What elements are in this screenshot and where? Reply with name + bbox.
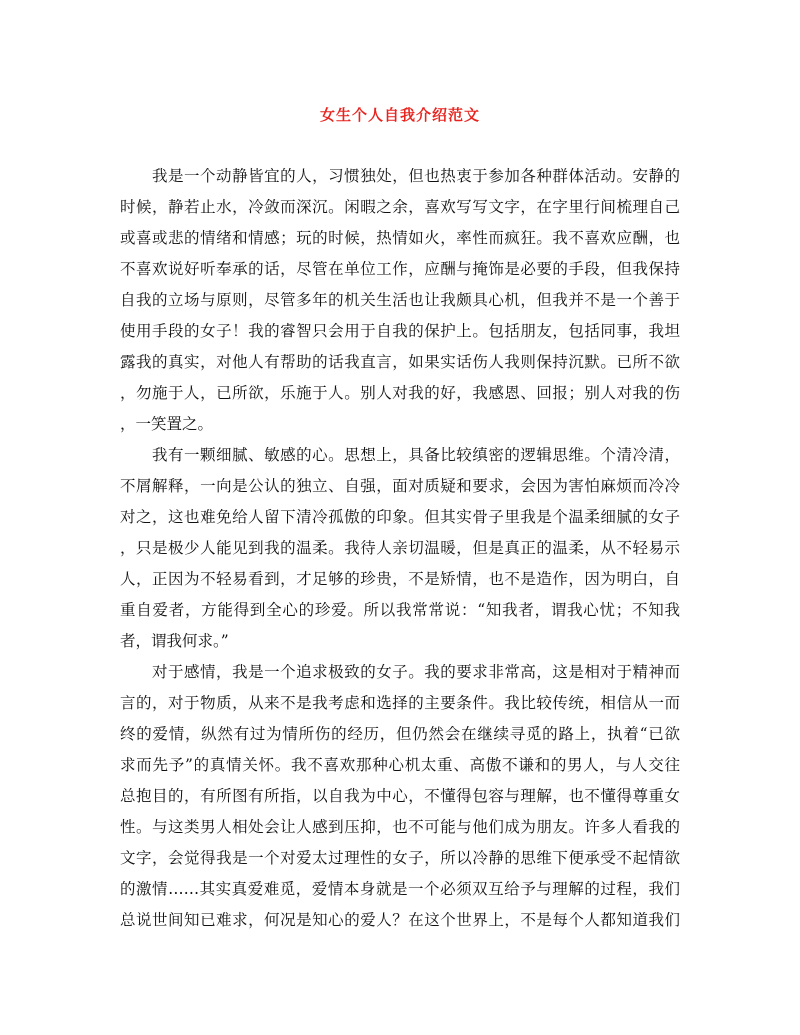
paragraph-2-line-6: 重自爱者，方能得到全心的珍爱。所以我常常说：“知我者，谓我心忧；不知我: [120, 601, 680, 619]
paragraph-1-line-8: ，勿施于人，已所欲，乐施于人。别人对我的好，我感恩、回报；别人对我的伤: [120, 384, 680, 402]
paragraph-1-line-7: 露我的真实，对他人有帮助的话我直言，如果实话伤人我则保持沉默。已所不欲: [120, 353, 680, 371]
paragraph-3-line-9: 总说世间知已难求，何况是知心的爱人？在这个世界上，不是每个人都知道我们: [120, 911, 680, 929]
paragraph-1-line-1: 我是一个动静皆宜的人，习惯独处，但也热衷于参加各种群体活动。安静的: [152, 167, 680, 185]
paragraph-3-line-7: 文字，会觉得我是一个对爱太过理性的女子，所以冷静的思维下便承受不起情欲: [120, 849, 680, 867]
paragraph-1-line-4: 不喜欢说好听奉承的话，尽管在单位工作，应酬与掩饰是必要的手段，但我保持: [120, 260, 680, 278]
paragraph-3-line-2: 言的，对于物质，从来不是我考虑和选择的主要条件。我比较传统，相信从一而: [120, 694, 680, 712]
paragraph-3-line-8: 的激情……其实真爱难觅，爱情本身就是一个必须双互给予与理解的过程，我们: [120, 880, 680, 898]
paragraph-1-line-2: 时候，静若止水，冷敛而深沉。闲暇之余，喜欢写写文字，在字里行间梳理自己: [120, 198, 680, 216]
paragraph-1-line-6: 使用手段的女子！我的睿智只会用于自我的保护上。包括朋友，包括同事，我坦: [120, 322, 680, 340]
paragraph-1-line-9: ，一笑置之。: [120, 415, 214, 433]
paragraph-3-line-4: 求而先予”的真情关怀。我不喜欢那种心机太重、高傲不谦和的男人，与人交往: [120, 756, 680, 774]
paragraph-1-line-3: 或喜或悲的情绪和情感；玩的时候，热情如火，率性而疯狂。我不喜欢应酬，也: [120, 229, 680, 247]
paragraph-3-line-5: 总抱目的，有所图有所指，以自我为中心，不懂得包容与理解，也不懂得尊重女: [120, 787, 680, 805]
paragraph-3-line-3: 终的爱情，纵然有过为情所伤的经历，但仍然会在继续寻觅的路上，执着“已欲: [120, 725, 680, 743]
paragraph-1-line-5: 自我的立场与原则，尽管多年的机关生活也让我颇具心机，但我并不是一个善于: [120, 291, 680, 309]
paragraph-2-line-3: 对之，这也难免给人留下清冷孤傲的印象。但其实骨子里我是个温柔细腻的女子: [120, 508, 680, 526]
paragraph-3-line-1: 对于感情，我是一个追求极致的女子。我的要求非常高，这是相对于精神而: [152, 663, 680, 681]
paragraph-2-line-4: ，只是极少人能见到我的温柔。我待人亲切温暖，但是真正的温柔，从不轻易示: [120, 539, 680, 557]
document-title: 女生个人自我介绍范文: [319, 106, 480, 124]
paragraph-3-line-6: 性。与这类男人相处会让人感到压抑，也不可能与他们成为朋友。许多人看我的: [120, 818, 680, 836]
paragraph-2-line-7: 者，谓我何求。”: [120, 632, 229, 650]
paragraph-2-line-5: 人，正因为不轻易看到，才足够的珍贵，不是矫情，也不是造作，因为明白，自: [120, 570, 680, 588]
paragraph-2-line-2: 不屑解释，一向是公认的独立、自强，面对质疑和要求，会因为害怕麻烦而冷冷: [120, 477, 680, 495]
paragraph-2-line-1: 我有一颗细腻、敏感的心。思想上，具备比较缜密的逻辑思维。个清冷清，: [152, 446, 680, 464]
